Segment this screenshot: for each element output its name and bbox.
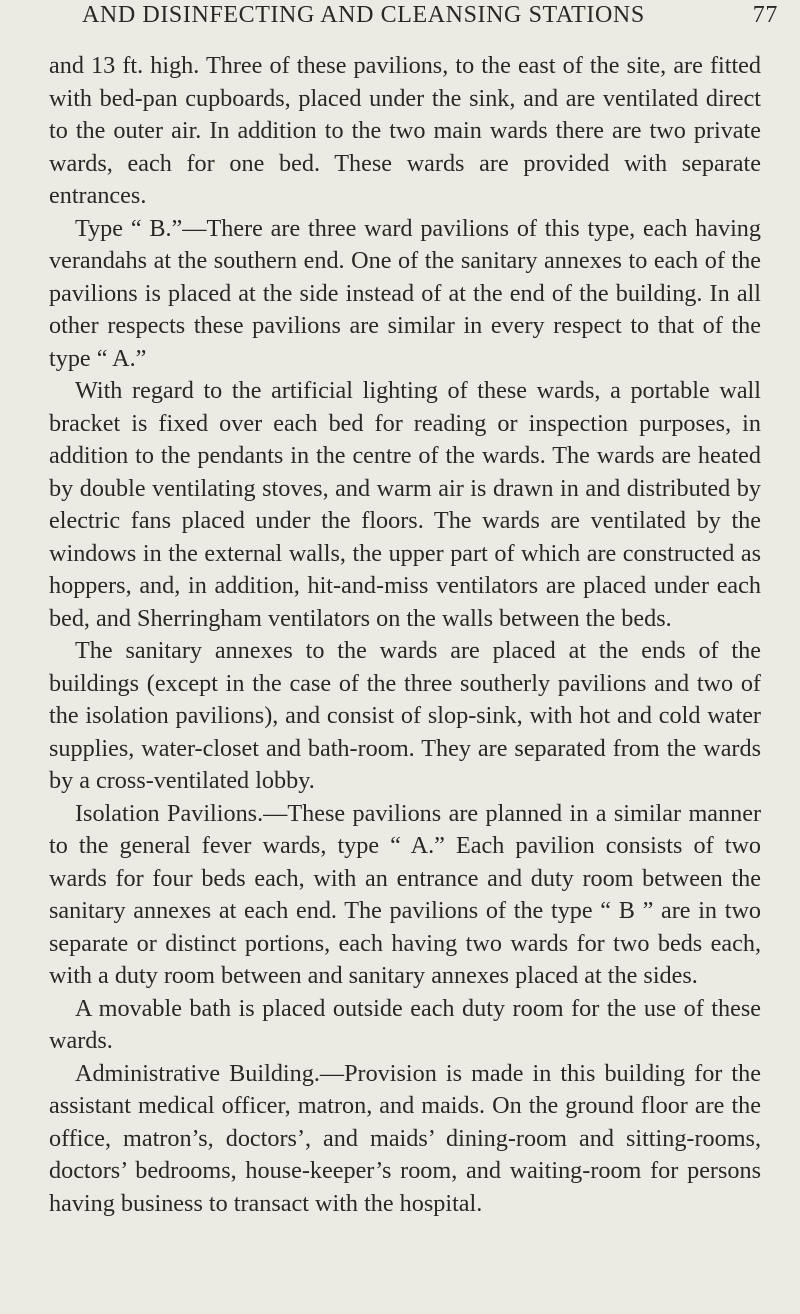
paragraph-text: With regard to the artificial lighting of these wards, a portable wall bracket is fixed over each bed for reading or inspection purposes, in addition to the pendants in the centre of the wards. The wards are heated by double ventilating stoves, and warm air is drawn in and distributed by electric fans placed under the floors. The wards are ventilated by the windows in the external walls, the upper part of which are constructed as hoppers, and, in addition, hit-and-miss ventilators are placed under each bed, and Sherringham ventilators on the walls between the beds. — [49, 377, 761, 632]
paragraph-text: There are three ward pavilions of this type, each having verandahs at the southern end. One of the sanitary annexes to each of the pavilions is placed at the side instead of at the end of the building. In all other respects these pavilions are similar in every respect to that of the type “ A.” — [49, 214, 761, 372]
paragraph-sanitary-annexes — [49, 635, 761, 798]
paragraph-movable-bath — [49, 993, 761, 1058]
paragraph-lead: Isolation Pavilions.— — [75, 799, 288, 827]
paragraph-text: The sanitary annexes to the wards are placed at the ends of the buildings (except in the case of the three southerly pavilions and two of the isolation pavilions), and consist of slop-sink, with hot and cold water supplies, water-closet and bath-room. They are separated from the wards by a cross-ventilated lobby. — [49, 637, 761, 794]
paragraph-lighting — [49, 375, 761, 635]
paragraph-lead: Type “ B.”— — [75, 214, 207, 242]
paragraph-text: A movable bath is placed outside each duty room for the use of these wards. — [49, 994, 761, 1054]
paragraph-continuation — [49, 50, 761, 213]
paragraph-type-b — [49, 213, 761, 376]
running-head — [82, 2, 778, 29]
page-number: 77 — [752, 2, 778, 28]
running-head-title: AND DISINFECTING AND CLEANSING STATIONS — [82, 2, 645, 28]
paragraph-text: These pavilions are planned in a similar manner to the general fever wards, type “ A.” Each pavilion consists of two wards for four beds each, with an entrance and duty room between the sanitary annexes at each end. The pavilions of the type “ B ” are in two separate or distinct portions, each having two wards for two beds each, with a duty room between and sanitary annexes placed at the sides. — [49, 799, 761, 989]
paragraph-text: Provision is made in this building for the assistant medical officer, matron, and maids. On the ground floor are the office, matron’s, doctors’, and maids’ dining-room and sitting-rooms, doctors’ bedrooms, house-keeper’s room, and waiting-room for persons having business to transact with the hospital. — [49, 1059, 761, 1217]
body-text — [49, 50, 761, 1220]
paragraph-text: and 13 ft. high. Three of these pavilions, to the east of the site, are fitted with bed-pan cupboards, placed under the sink, and are ventilated direct to the outer air. In addition to the two main wards there are two private wards, each for one bed. These wards are provided with separate entrances. — [49, 52, 761, 209]
paragraph-lead: Administrative Building.— — [75, 1059, 345, 1087]
paragraph-administrative-building — [49, 1058, 761, 1221]
paragraph-isolation-pavilions — [49, 798, 761, 993]
